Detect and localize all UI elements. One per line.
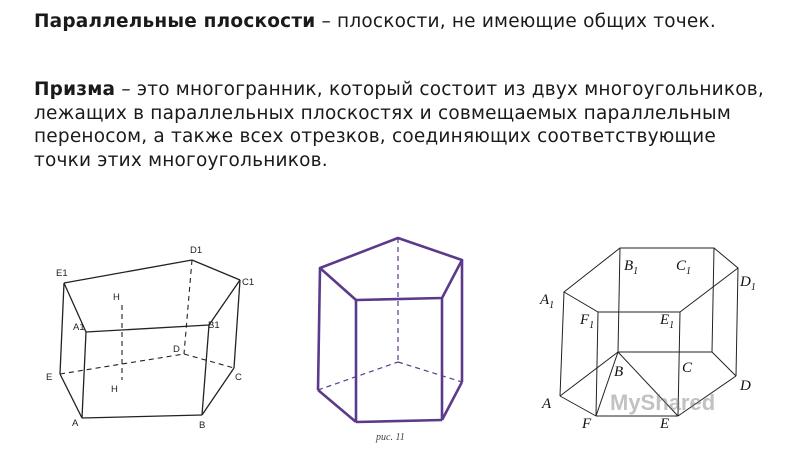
definition-prism [34,78,764,172]
label-A1: $A_1$ [540,292,555,311]
label-H-bottom: H [111,384,118,395]
term-prism: Призма [34,79,116,100]
label-D1: D1 [190,245,203,256]
definition-prism-text: – это многогранник, который состоит из двух многоугольников, лежащих в параллельных плоскостях и совмещаемых параллельным переносом, а также всех отрезков, соединяющих соответствующие точки этих многоугольников. [34,79,764,171]
label-C: C [682,360,693,376]
label-C1: C1 [242,277,255,288]
label-E1: E1 [56,268,68,279]
label-B: B [614,364,624,380]
figure-pentagonal-prism-2 [310,230,475,445]
label-D1: $D_1$ [740,274,756,293]
definition-parallel-planes [34,10,764,34]
label-B1: B1 [208,320,220,331]
label-C: C [235,372,242,383]
label-E: E [46,372,53,383]
figure-pentagonal-prism-2-drawing [310,230,475,445]
label-A: A [72,418,79,429]
label-B1: $B_1$ [624,258,639,277]
definition-parallel-planes-text: – плоскости, не имеющие общих точек. [315,11,716,32]
figure-pentagonal-prism-1-drawing [42,230,282,435]
label-A1: A1 [73,322,85,333]
label-D: D [173,344,180,355]
label-B: B [199,420,206,431]
label-C1: $C_1$ [676,258,692,277]
watermark-logo: MyShared [610,390,716,415]
label-E1: $E_1$ [660,312,675,331]
label-F: F [582,416,592,432]
term-parallel-planes: Параллельные плоскости [34,11,316,32]
label-F1: $F_1$ [580,312,595,331]
label-D: D [740,378,751,394]
figure-caption: рис. 11 [376,432,405,443]
label-H-top: H [113,292,120,303]
label-A: A [542,396,552,412]
figure-pentagonal-prism-1 [42,230,282,435]
label-E: E [660,416,670,432]
